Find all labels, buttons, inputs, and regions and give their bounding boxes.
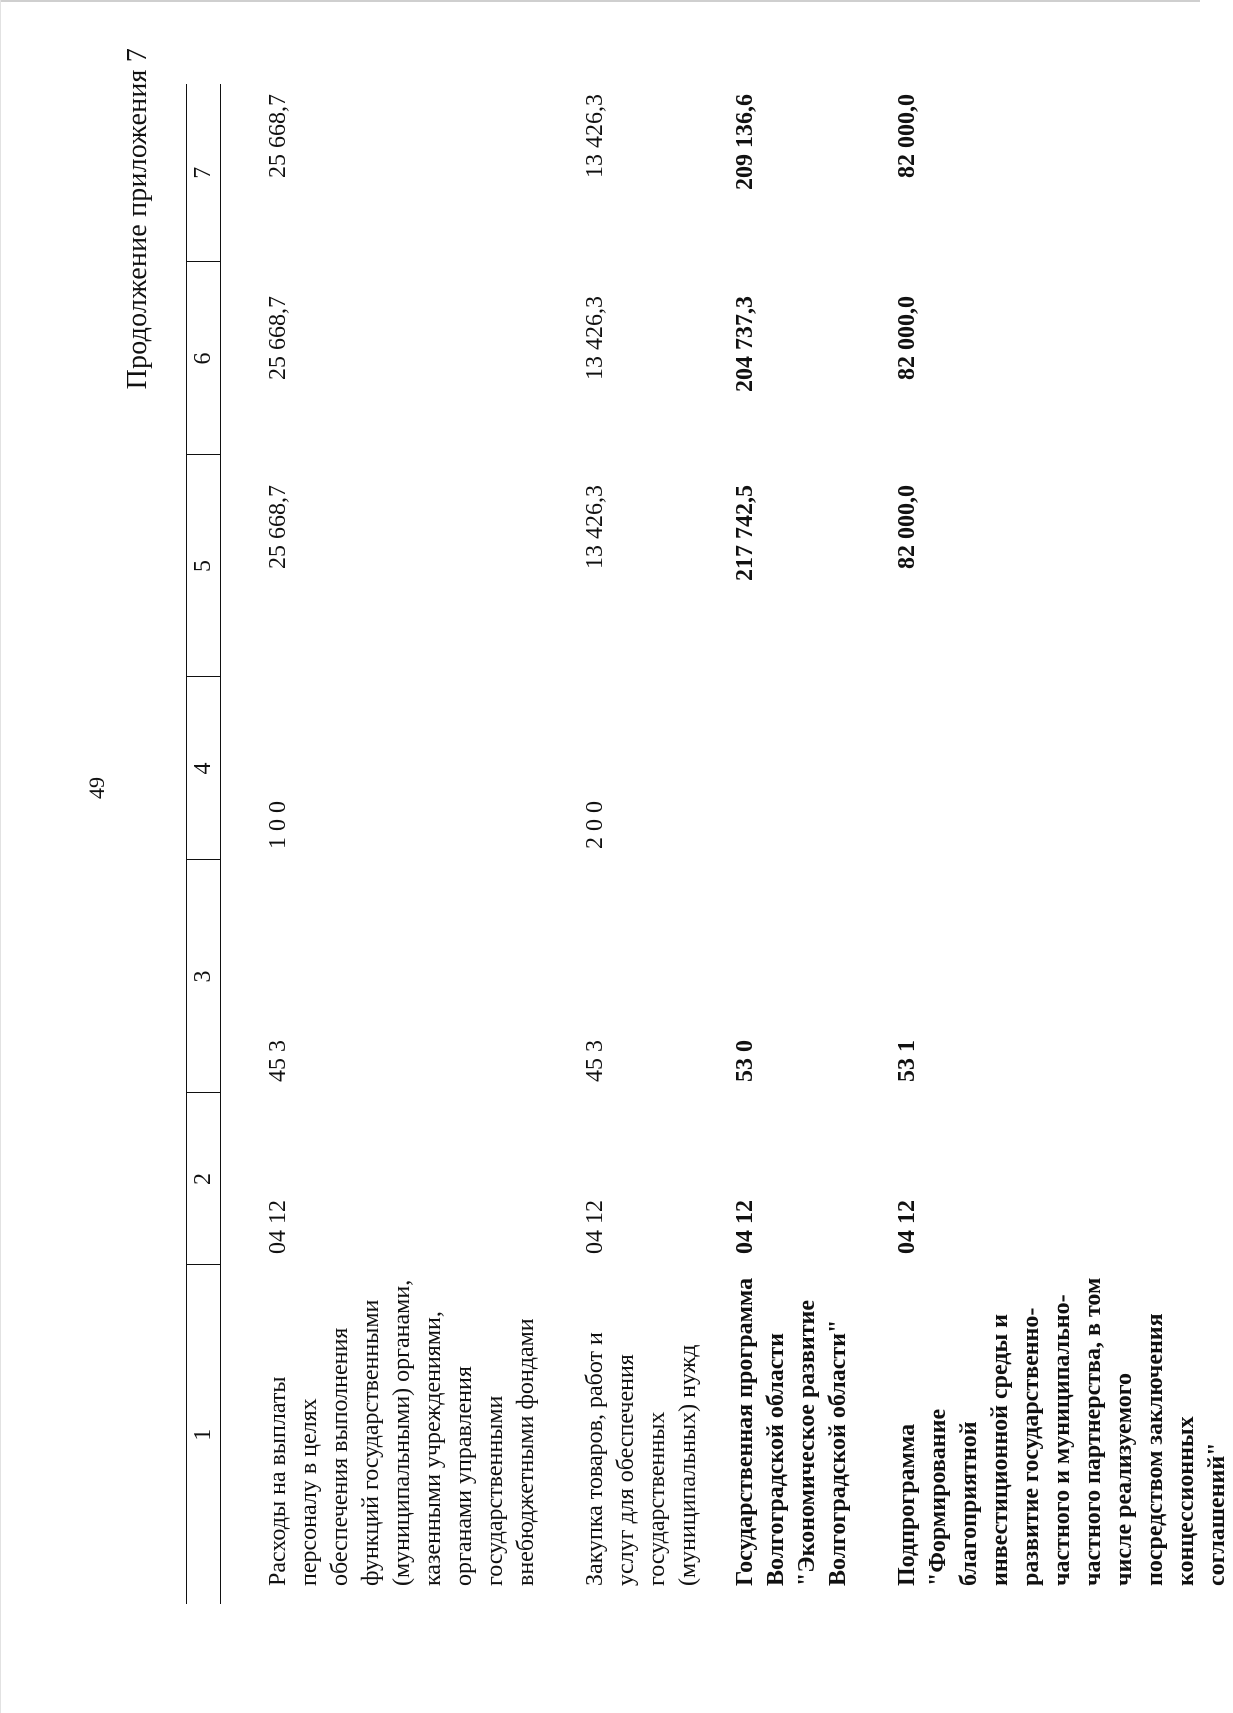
row-value-col6: 25 668,7 bbox=[265, 296, 291, 380]
row-expense-type: 2 0 0 bbox=[582, 801, 608, 849]
continuation-note: Продолжение приложения 7 bbox=[122, 48, 153, 390]
row-expense-type: 1 0 0 bbox=[265, 801, 291, 849]
row-value-col6: 204 737,3 bbox=[732, 296, 758, 392]
table-row bbox=[580, 84, 704, 1604]
column-header-2: 2 bbox=[187, 1093, 221, 1265]
row-value-col5: 217 742,5 bbox=[732, 485, 758, 581]
row-target-code: 53 0 bbox=[732, 1040, 758, 1082]
row-section-code: 04 12 bbox=[894, 1200, 920, 1254]
row-value-col7: 82 000,0 bbox=[894, 94, 920, 178]
table-row bbox=[263, 84, 542, 1604]
row-expense-type bbox=[730, 677, 854, 860]
row-name: Закупка товаров, работ и услуг для обеспечения государственных (муниципальных) нужд bbox=[582, 1332, 701, 1586]
row-value-col6: 13 426,3 bbox=[582, 296, 608, 380]
table-row bbox=[892, 84, 1233, 1604]
row-value-col5: 82 000,0 bbox=[894, 485, 920, 569]
column-header-1: 1 bbox=[187, 1265, 221, 1604]
budget-table bbox=[186, 84, 1233, 1604]
row-target-code: 53 1 bbox=[894, 1040, 920, 1082]
row-target-code: 45 3 bbox=[265, 1040, 291, 1082]
column-header-5: 5 bbox=[187, 455, 221, 677]
row-value-col6: 82 000,0 bbox=[894, 296, 920, 380]
column-header-7: 7 bbox=[187, 84, 221, 262]
row-value-col7: 25 668,7 bbox=[265, 94, 291, 178]
row-section-code: 04 12 bbox=[265, 1200, 291, 1254]
column-header-3: 3 bbox=[187, 860, 221, 1093]
row-target-code: 45 3 bbox=[582, 1040, 608, 1082]
column-header-6: 6 bbox=[187, 262, 221, 455]
row-name: Расходы на выплаты персоналу в целях обеспечения выполнения функций государственными (муниципальными) органами, казенными учреждениями, органами управления государственными внебюджетными фондами bbox=[265, 1279, 539, 1586]
page-number: 49 bbox=[84, 777, 109, 799]
table-header-row bbox=[187, 84, 221, 1604]
row-value-col7: 13 426,3 bbox=[582, 94, 608, 178]
row-value-col5: 13 426,3 bbox=[582, 485, 608, 569]
row-name: Государственная программа Волгоградской области "Экономическое развитие Волгоградской области" bbox=[732, 1277, 851, 1586]
row-value-col7: 209 136,6 bbox=[732, 94, 758, 190]
column-header-4: 4 bbox=[187, 677, 221, 860]
row-expense-type bbox=[892, 677, 1233, 860]
row-section-code: 04 12 bbox=[582, 1200, 608, 1254]
table-row bbox=[730, 84, 854, 1604]
row-section-code: 04 12 bbox=[732, 1200, 758, 1254]
row-name: Подпрограмма "Формирование благоприятной инвестиционной среды и развитие государственно-частного и муниципально-частного партнерства, в том числе реализуемого посредством заключения концессионных соглашений" bbox=[894, 1277, 1230, 1586]
row-value-col5: 25 668,7 bbox=[265, 485, 291, 569]
